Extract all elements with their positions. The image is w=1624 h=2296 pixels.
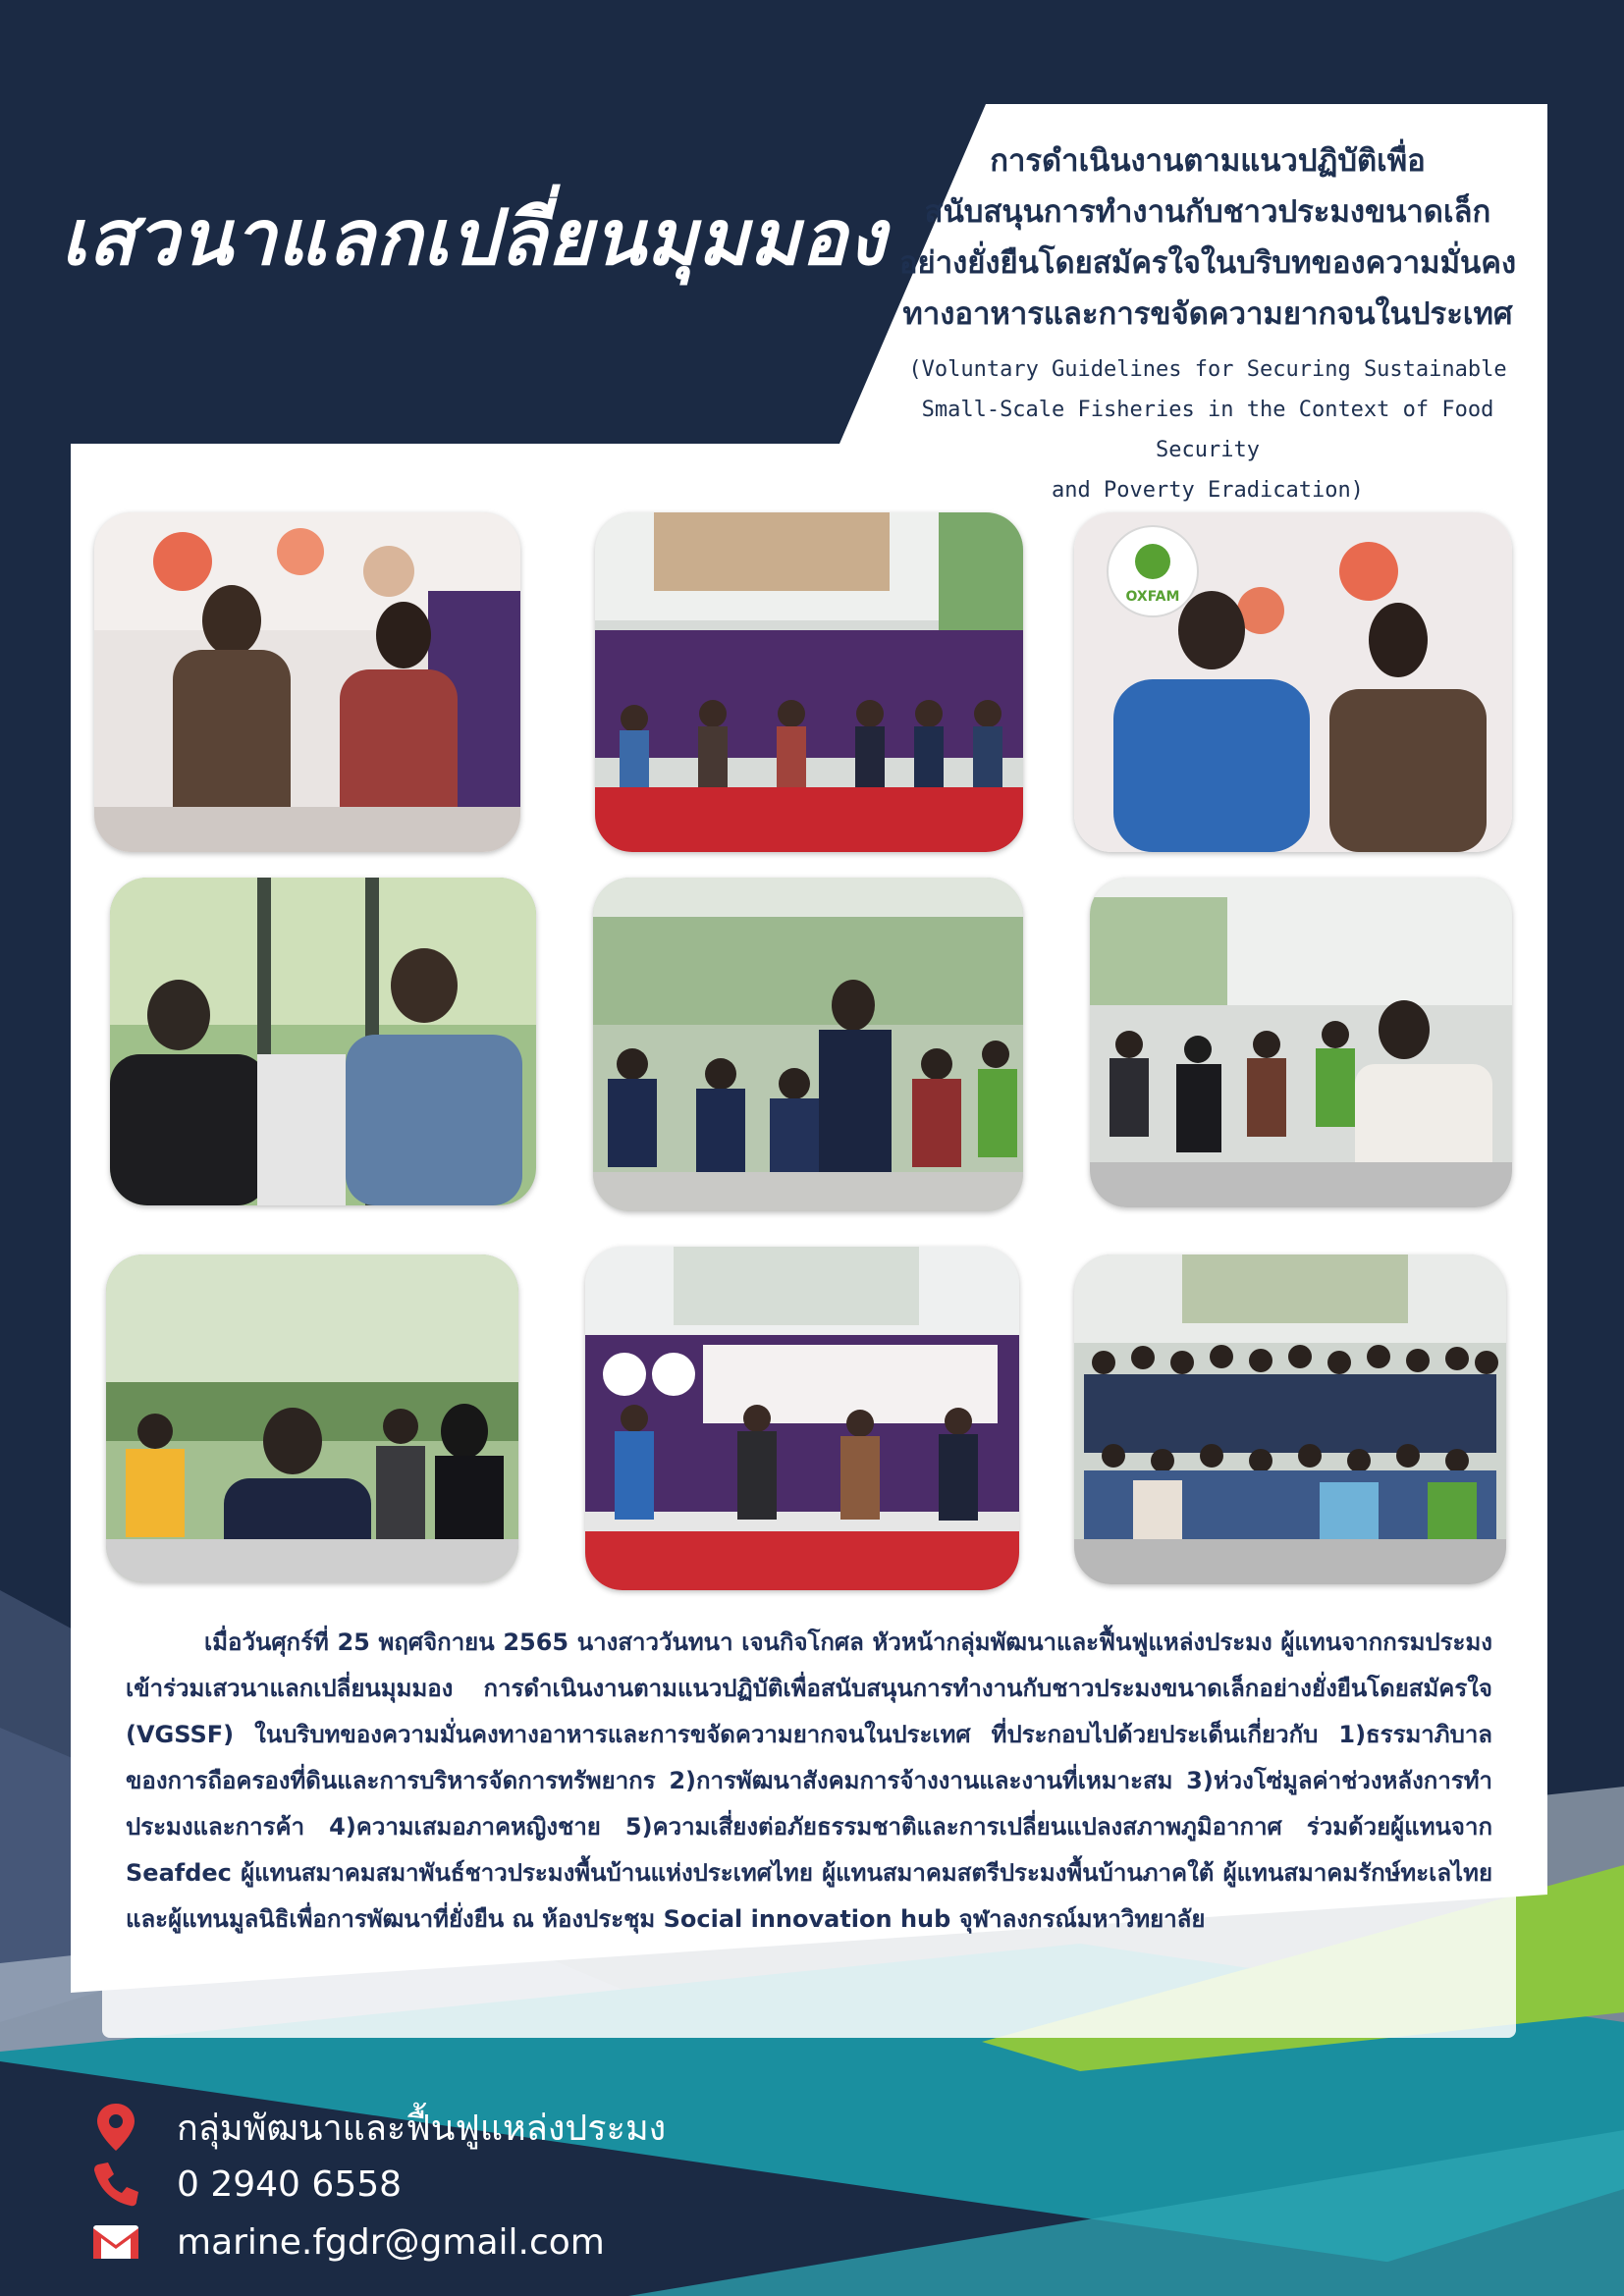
phone-number[interactable]: 0 2940 6558 (177, 2163, 403, 2205)
photo-collage (86, 503, 1536, 1602)
photo-audience-standing (593, 878, 1023, 1211)
subtitle-block (864, 135, 1551, 510)
photo-audience-speaker-2 (1090, 878, 1512, 1207)
subtitle-english-line-2: Small-Scale Fisheries in the Context of Food Security (921, 398, 1494, 462)
description-paragraph: เมื่อวันศุกร์ที่ 25 พฤศจิกายน 2565 นางสาววันทนา เจนกิจโกศล หัวหน้ากลุ่มพัฒนาและฟื้นฟูแหล่งประมง ผู้แทนจากกรมประมง เข้าร่วมเสวนาแลกเปลี่ยนมุมมอง การดำเนินงานตามแนวปฏิบัติเพื่อสนับสนุนการทำงานกับชาวประมงขนาดเล็กอย่างยั่งยืนโดยสมัครใจ (VGSSF) ในบริบทของความมั่นคงทางอาหารและการขจัดความยากจนในประเทศ ที่ประกอบไปด้วยประเด็นเกี่ยวกับ 1)ธรรมาภิบาลของการถือครองที่ดินและการบริหารจัดการทรัพยากร 2)การพัฒนาสังคมการจ้างงานและงานที่เหมาะสม 3)ห่วงโซ่มูลค่าช่วงหลังการทำประมงและการค้า 4)ความเสมอภาคหญิงชาย 5)ความเสี่ยงต่อภัยธรรมชาติและการเปลี่ยนแปลงสภาพภูมิอากาศ ร่วมด้วยผู้แทนจาก Seafdec ผู้แทนสมาคมสมาพันธ์ชาวประมงพื้นบ้านแห่งประเทศไทย ผู้แทนสมาคมสตรีประมงพื้นบ้านภาคใต้ ผู้แทนสมาคมรักษ์ทะเลไทย และผู้แทนมูลนิธิเพื่อการพัฒนาที่ยั่งยืน ณ ห้องประชุม Social innovation hub จุฬาลงกรณ์มหาวิทยาลัย (126, 1629, 1492, 1933)
phone-icon (90, 2159, 141, 2210)
organization-name: กลุ่มพัฒนาและฟื้นฟูแหล่งประมง (177, 2108, 667, 2149)
photo-group-photo (1074, 1255, 1506, 1584)
photo-stage-wide (595, 512, 1023, 852)
photo-stage-speakers-seated (585, 1247, 1019, 1590)
description-panel (102, 1602, 1516, 2038)
oxfam-logo-text: OXFAM (1125, 589, 1180, 605)
photo-speakers-panel-2 (1074, 512, 1512, 852)
location-pin-icon (90, 2102, 141, 2153)
photo-speakers-panel-1 (94, 512, 520, 852)
contact-organization-row (90, 2102, 666, 2153)
subtitle-thai-line-4: ทางอาหารและการขจัดความยากจนในประเทศ (902, 296, 1513, 332)
contact-email-row (90, 2216, 605, 2268)
contact-phone-row (90, 2159, 402, 2210)
subtitle-english-line-3: and Poverty Eradication) (1052, 478, 1364, 503)
photo-audience-speaker-1 (110, 878, 536, 1205)
subtitle-english-line-1: (Voluntary Guidelines for Securing Sustainable (908, 357, 1507, 382)
subtitle-thai-line-1: การดำเนินงานตามแนวปฏิบัติเพื่อ (990, 143, 1426, 179)
photo-audience-woman-mic (106, 1255, 518, 1582)
subtitle-thai-line-3: อย่างยั่งยืนโดยสมัครใจในบริบทของความมั่นคง (898, 245, 1517, 281)
subtitle-thai-line-2: สนับสนุนการทำงานกับชาวประมงขนาดเล็ก (924, 194, 1491, 230)
main-title: เสวนาแลกเปลี่ยนมุมมอง (61, 194, 887, 283)
mail-icon (90, 2216, 141, 2268)
email-address[interactable]: marine.fgdr@gmail.com (177, 2221, 605, 2263)
